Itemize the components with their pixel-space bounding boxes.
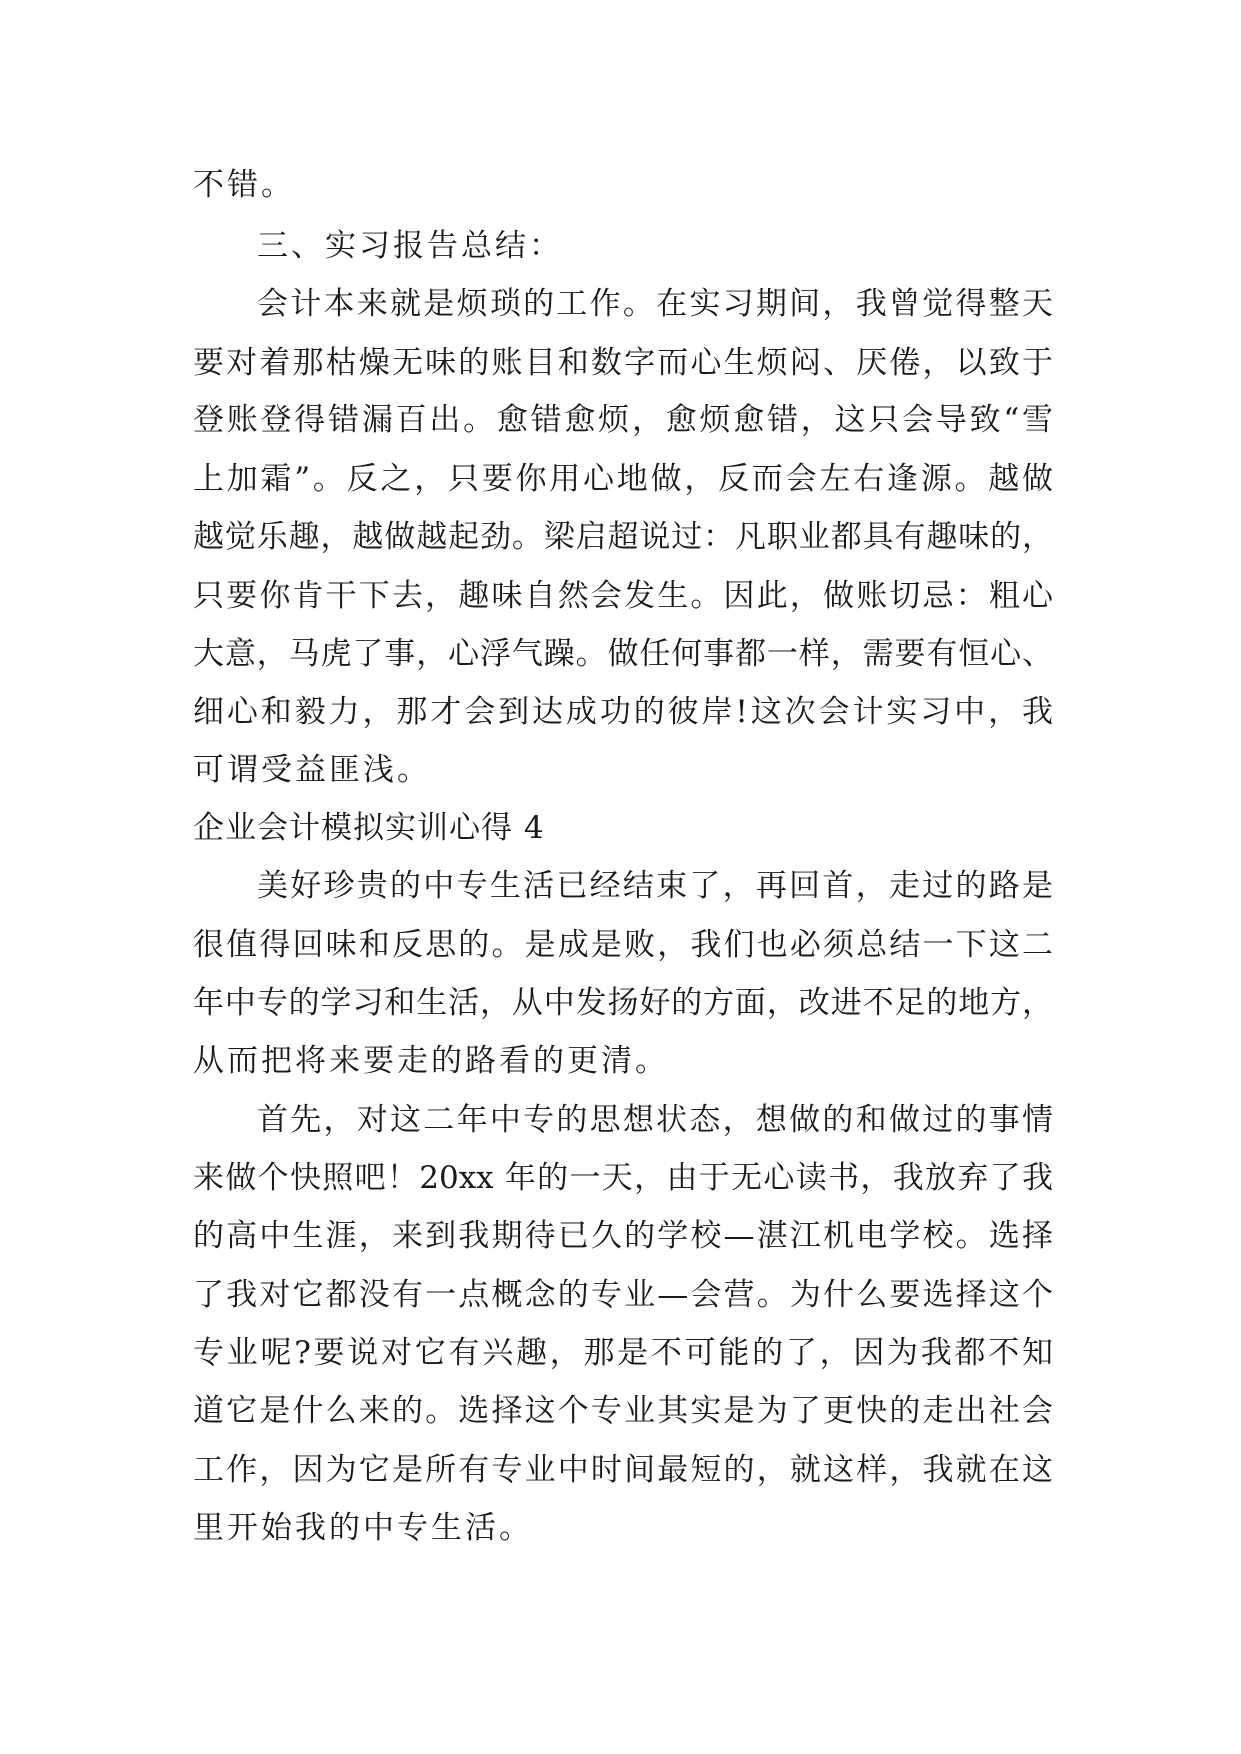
text-line: 会计本来就是烦琐的工作。在实习期间，我曾觉得整天 [257,286,1053,322]
text-line: 道它是什么来的。选择这个专业其实是为了更快的走出社会 [193,1393,1053,1429]
text-line: 越觉乐趣，越做越起劲。梁启超说过：凡职业都具有趣味的， [193,519,1053,555]
text-line: 从而把将来要走的路看的更清。 [193,1043,669,1079]
section-heading: 三、实习报告总结： [257,228,563,264]
text-line: 上加霜”。反之，只要你用心地做，反而会左右逢源。越做 [193,461,1053,497]
text-line: 大意，马虎了事，心浮气躁。做任何事都一样，需要有恒心、 [193,636,1053,672]
text-line: 年中专的学习和生活，从中发扬好的方面，改进不足的地方， [193,985,1053,1021]
text-line: 来做个快照吧！20xx 年的一天，由于无心读书，我放弃了我 [193,1160,1053,1196]
text-line: 登账登得错漏百出。愈错愈烦，愈烦愈错，这只会导致“雪 [193,402,1053,438]
text-line: 只要你肯干下去，趣味自然会发生。因此，做账切忌：粗心 [193,578,1053,614]
text-line: 了我对它都没有一点概念的专业—会营。为什么要选择这个 [193,1277,1053,1313]
text-line: 的高中生涯，来到我期待已久的学校—湛江机电学校。选择 [193,1218,1053,1254]
text-line: 可谓受益匪浅。 [193,752,431,788]
text-line: 要对着那枯燥无味的账目和数字而心生烦闷、厌倦，以致于 [193,345,1053,381]
text-line: 很值得回味和反思的。是成是败，我们也必须总结一下这二 [193,927,1053,963]
text-line: 里开始我的中专生活。 [193,1510,533,1546]
text-line: 首先，对这二年中专的思想状态，想做的和做过的事情 [257,1102,1053,1138]
text-line: 不错。 [193,167,295,203]
article-title: 企业会计模拟实训心得 4 [193,810,545,846]
text-line: 专业呢?要说对它有兴趣，那是不可能的了，因为我都不知 [193,1335,1053,1371]
text-line: 细心和毅力，那才会到达成功的彼岸!这次会计实习中，我 [193,694,1053,730]
text-line: 工作，因为它是所有专业中时间最短的，就这样，我就在这 [193,1452,1053,1488]
text-line: 美好珍贵的中专生活已经结束了，再回首，走过的路是 [257,868,1053,904]
